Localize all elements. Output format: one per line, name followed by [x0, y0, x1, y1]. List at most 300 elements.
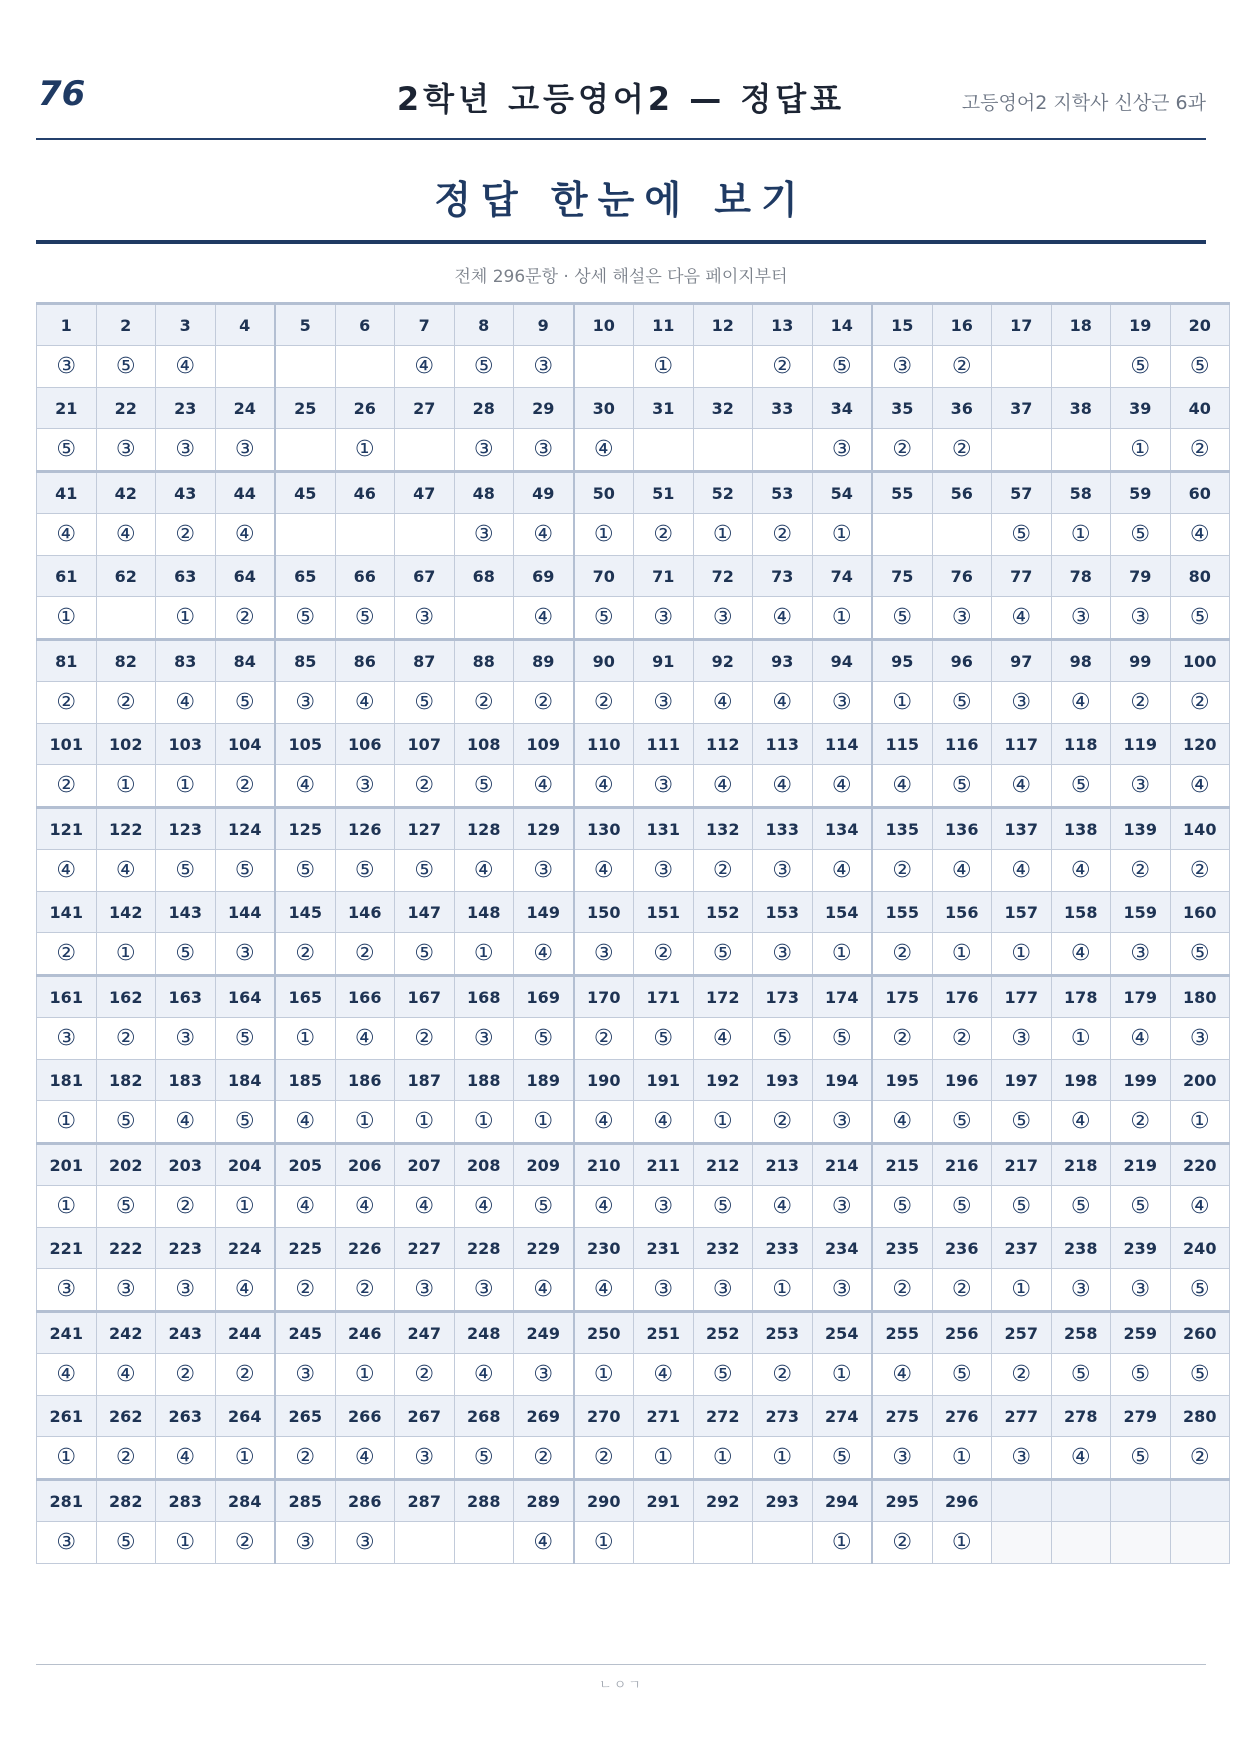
question-number-cell: 203 — [156, 1144, 216, 1186]
question-number-cell: 84 — [215, 640, 275, 682]
document-title: 2학년 고등영어2 — 정답표 — [396, 80, 846, 118]
answer-cell: ① — [37, 1101, 97, 1144]
question-number-row — [37, 388, 1230, 429]
question-number-cell: 168 — [454, 976, 514, 1018]
answer-cell: ④ — [812, 850, 872, 892]
question-number-cell: 192 — [693, 1060, 753, 1101]
question-number-row — [37, 1312, 1230, 1354]
question-number-cell: 161 — [37, 976, 97, 1018]
answer-cell: ④ — [215, 514, 275, 556]
question-number-cell: 248 — [454, 1312, 514, 1354]
answer-cell: ⑤ — [454, 1437, 514, 1480]
answer-cell: ④ — [693, 682, 753, 724]
answer-cell — [335, 514, 395, 556]
question-number-cell: 87 — [395, 640, 455, 682]
question-number-cell: 92 — [693, 640, 753, 682]
answer-cell — [932, 514, 992, 556]
answer-cell: ④ — [37, 850, 97, 892]
question-number-cell: 275 — [872, 1396, 932, 1437]
question-number-cell: 205 — [275, 1144, 335, 1186]
answer-cell: ④ — [1051, 682, 1111, 724]
answer-cell: ② — [872, 429, 932, 472]
question-number-cell: 23 — [156, 388, 216, 429]
question-number-cell: 277 — [992, 1396, 1052, 1437]
question-number-cell: 118 — [1051, 724, 1111, 765]
answer-cell: ③ — [275, 682, 335, 724]
question-number-cell: 150 — [574, 892, 634, 933]
question-number-cell: 194 — [812, 1060, 872, 1101]
question-number-cell: 155 — [872, 892, 932, 933]
question-number-cell: 148 — [454, 892, 514, 933]
answer-cell: ② — [693, 850, 753, 892]
question-number-cell: 172 — [693, 976, 753, 1018]
question-number-cell: 121 — [37, 808, 97, 850]
answer-cell: ③ — [812, 1101, 872, 1144]
answer-cell: ② — [335, 933, 395, 976]
answer-cell: ④ — [335, 1186, 395, 1228]
answer-cell: ④ — [156, 682, 216, 724]
answer-cell: ④ — [574, 1186, 634, 1228]
answer-cell: ① — [753, 1437, 813, 1480]
answer-cell: ① — [812, 514, 872, 556]
answer-cell: ① — [574, 514, 634, 556]
answer-cell: ③ — [992, 682, 1052, 724]
answer-cell: ③ — [693, 1269, 753, 1312]
answer-cell: ③ — [395, 597, 455, 640]
question-number-cell: 195 — [872, 1060, 932, 1101]
question-number-cell — [1051, 1480, 1111, 1522]
answer-cell: ⑤ — [395, 850, 455, 892]
question-number-cell: 133 — [753, 808, 813, 850]
answer-cell: ④ — [335, 1437, 395, 1480]
answer-cell: ④ — [1051, 850, 1111, 892]
answer-cell: ④ — [1051, 933, 1111, 976]
answer-cell: ③ — [634, 850, 694, 892]
question-number-cell: 243 — [156, 1312, 216, 1354]
answer-cell: ① — [156, 765, 216, 808]
question-number-cell: 25 — [275, 388, 335, 429]
question-number-cell: 236 — [932, 1228, 992, 1269]
question-number-cell: 188 — [454, 1060, 514, 1101]
question-number-cell: 111 — [634, 724, 694, 765]
answer-cell: ⑤ — [1170, 933, 1230, 976]
answer-cell: ③ — [812, 1269, 872, 1312]
question-number-cell: 135 — [872, 808, 932, 850]
question-number-cell: 193 — [753, 1060, 813, 1101]
question-number-cell: 175 — [872, 976, 932, 1018]
answer-cell: ⑤ — [335, 597, 395, 640]
answer-cell: ① — [1051, 514, 1111, 556]
question-number-cell: 39 — [1111, 388, 1171, 429]
question-number-row — [37, 1396, 1230, 1437]
question-number-row — [37, 892, 1230, 933]
answer-cell: ④ — [335, 682, 395, 724]
question-number-cell: 251 — [634, 1312, 694, 1354]
question-number-cell: 15 — [872, 304, 932, 346]
question-number-row — [37, 1228, 1230, 1269]
question-number-cell: 103 — [156, 724, 216, 765]
question-number-cell: 157 — [992, 892, 1052, 933]
answer-cell: ⑤ — [872, 597, 932, 640]
answer-cell: ② — [37, 765, 97, 808]
question-number-cell: 116 — [932, 724, 992, 765]
answer-cell — [1170, 1522, 1230, 1564]
answer-cell: ② — [215, 1522, 275, 1564]
question-number-cell: 273 — [753, 1396, 813, 1437]
answer-cell: ③ — [37, 346, 97, 388]
question-number-cell: 245 — [275, 1312, 335, 1354]
answer-cell: ② — [275, 1269, 335, 1312]
answer-cell: ② — [753, 514, 813, 556]
answer-cell: ① — [37, 1437, 97, 1480]
question-number-cell: 158 — [1051, 892, 1111, 933]
question-number-cell: 179 — [1111, 976, 1171, 1018]
answer-cell: ⑤ — [1111, 1354, 1171, 1396]
answer-cell: ③ — [992, 1018, 1052, 1060]
question-number-cell: 209 — [514, 1144, 574, 1186]
question-number-cell: 278 — [1051, 1396, 1111, 1437]
answer-cell: ④ — [454, 1354, 514, 1396]
answer-cell: ② — [872, 1018, 932, 1060]
answer-cell: ⑤ — [1111, 1186, 1171, 1228]
answer-cell: ④ — [275, 1186, 335, 1228]
answer-cell: ① — [992, 1269, 1052, 1312]
question-number-cell: 19 — [1111, 304, 1171, 346]
answer-cell: ④ — [753, 765, 813, 808]
answer-cell: ③ — [275, 1354, 335, 1396]
answer-cell: ① — [753, 1269, 813, 1312]
answer-cell: ⑤ — [514, 1186, 574, 1228]
question-number-cell: 102 — [96, 724, 156, 765]
question-number-cell: 241 — [37, 1312, 97, 1354]
question-number-cell: 43 — [156, 472, 216, 514]
answer-cell: ④ — [1170, 765, 1230, 808]
question-number-row — [37, 1060, 1230, 1101]
question-number-cell: 98 — [1051, 640, 1111, 682]
answer-cell — [693, 429, 753, 472]
question-number-cell: 235 — [872, 1228, 932, 1269]
answer-cell: ③ — [454, 514, 514, 556]
question-number-cell: 186 — [335, 1060, 395, 1101]
question-number-cell: 59 — [1111, 472, 1171, 514]
answer-cell: ④ — [872, 1354, 932, 1396]
answer-cell: ⑤ — [992, 1101, 1052, 1144]
answer-cell: ② — [1170, 682, 1230, 724]
question-number-cell: 234 — [812, 1228, 872, 1269]
answer-cell: ③ — [1111, 765, 1171, 808]
answer-cell: ③ — [395, 1269, 455, 1312]
question-number-cell: 159 — [1111, 892, 1171, 933]
question-number-cell: 95 — [872, 640, 932, 682]
question-number-cell: 47 — [395, 472, 455, 514]
question-number-cell: 77 — [992, 556, 1052, 597]
answer-cell: ① — [574, 1354, 634, 1396]
answer-cell: ③ — [514, 1354, 574, 1396]
answer-cell: ① — [335, 1354, 395, 1396]
question-number-cell: 79 — [1111, 556, 1171, 597]
question-number-cell: 70 — [574, 556, 634, 597]
question-number-cell: 217 — [992, 1144, 1052, 1186]
question-number-cell: 142 — [96, 892, 156, 933]
question-number-cell: 280 — [1170, 1396, 1230, 1437]
question-number-cell: 55 — [872, 472, 932, 514]
question-number-row — [37, 976, 1230, 1018]
question-number-cell: 216 — [932, 1144, 992, 1186]
answer-cell — [96, 597, 156, 640]
answer-cell: ⑤ — [812, 1437, 872, 1480]
question-number-cell: 212 — [693, 1144, 753, 1186]
question-number-cell: 45 — [275, 472, 335, 514]
question-number-cell: 28 — [454, 388, 514, 429]
answer-cell: ① — [634, 1437, 694, 1480]
answer-cell: ③ — [812, 682, 872, 724]
answer-cell: ① — [932, 1522, 992, 1564]
answer-cell: ⑤ — [872, 1186, 932, 1228]
question-number-cell: 73 — [753, 556, 813, 597]
question-number-cell: 237 — [992, 1228, 1052, 1269]
question-number-cell: 180 — [1170, 976, 1230, 1018]
question-number-cell: 201 — [37, 1144, 97, 1186]
answer-cell: ① — [693, 514, 753, 556]
answer-cell: ① — [812, 933, 872, 976]
question-number-cell: 78 — [1051, 556, 1111, 597]
answer-cell: ① — [96, 765, 156, 808]
question-number-cell: 294 — [812, 1480, 872, 1522]
answer-cell: ④ — [992, 765, 1052, 808]
question-number-cell: 21 — [37, 388, 97, 429]
question-number-cell: 250 — [574, 1312, 634, 1354]
answer-cell: ① — [454, 1101, 514, 1144]
answer-cell: ④ — [693, 765, 753, 808]
answer-cell — [454, 1522, 514, 1564]
answer-cell: ② — [872, 850, 932, 892]
answer-cell — [992, 1522, 1052, 1564]
answer-cell — [634, 1522, 694, 1564]
question-number-cell: 259 — [1111, 1312, 1171, 1354]
answer-cell: ① — [335, 1101, 395, 1144]
answer-cell: ⑤ — [215, 682, 275, 724]
answer-cell — [454, 597, 514, 640]
question-number-cell: 123 — [156, 808, 216, 850]
answer-cell: ④ — [812, 765, 872, 808]
answer-cell: ③ — [1111, 933, 1171, 976]
question-number-cell: 153 — [753, 892, 813, 933]
answer-cell: ③ — [514, 850, 574, 892]
question-number-cell: 198 — [1051, 1060, 1111, 1101]
answer-cell: ① — [37, 1186, 97, 1228]
answer-cell: ④ — [753, 682, 813, 724]
answer-cell: ① — [96, 933, 156, 976]
question-number-row — [37, 304, 1230, 346]
answer-cell: ② — [932, 1018, 992, 1060]
answer-cell: ③ — [992, 1437, 1052, 1480]
question-number-cell: 232 — [693, 1228, 753, 1269]
answer-cell: ① — [1051, 1018, 1111, 1060]
answer-cell: ④ — [156, 1101, 216, 1144]
question-number-cell: 196 — [932, 1060, 992, 1101]
question-number-cell: 238 — [1051, 1228, 1111, 1269]
question-number-cell: 223 — [156, 1228, 216, 1269]
answer-cell: ⑤ — [693, 933, 753, 976]
question-number-cell: 263 — [156, 1396, 216, 1437]
answer-cell: ② — [37, 933, 97, 976]
answer-cell: ① — [812, 1354, 872, 1396]
question-number-cell: 261 — [37, 1396, 97, 1437]
answer-cell: ④ — [1111, 1018, 1171, 1060]
answer-cell: ② — [872, 1269, 932, 1312]
answer-cell: ③ — [634, 682, 694, 724]
answer-cell: ⑤ — [395, 682, 455, 724]
answer-cell: ⑤ — [1111, 346, 1171, 388]
question-number-cell: 206 — [335, 1144, 395, 1186]
question-number-cell: 18 — [1051, 304, 1111, 346]
question-number-cell: 170 — [574, 976, 634, 1018]
answer-cell: ① — [395, 1101, 455, 1144]
answer-cell: ② — [514, 1437, 574, 1480]
answer-cell: ③ — [753, 933, 813, 976]
answer-cell: ⑤ — [932, 765, 992, 808]
answer-cell: ③ — [395, 1437, 455, 1480]
answer-cell: ② — [395, 765, 455, 808]
answer-cell: ③ — [335, 1522, 395, 1564]
question-number-cell: 128 — [454, 808, 514, 850]
question-number-cell: 24 — [215, 388, 275, 429]
answer-cell — [1111, 1522, 1171, 1564]
answer-cell — [693, 346, 753, 388]
question-number-row — [37, 640, 1230, 682]
question-number-cell: 10 — [574, 304, 634, 346]
question-number-cell: 178 — [1051, 976, 1111, 1018]
question-number-cell: 257 — [992, 1312, 1052, 1354]
answer-row — [37, 1522, 1230, 1564]
question-number-cell: 228 — [454, 1228, 514, 1269]
answer-cell: ③ — [812, 1186, 872, 1228]
answer-cell: ③ — [454, 429, 514, 472]
question-number-cell: 285 — [275, 1480, 335, 1522]
question-number-cell: 4 — [215, 304, 275, 346]
question-number-cell: 83 — [156, 640, 216, 682]
answer-row — [37, 597, 1230, 640]
question-number-cell: 229 — [514, 1228, 574, 1269]
answer-row — [37, 1101, 1230, 1144]
question-number-cell: 56 — [932, 472, 992, 514]
answer-cell: ① — [812, 597, 872, 640]
answer-cell: ② — [932, 346, 992, 388]
answer-cell: ⑤ — [335, 850, 395, 892]
answer-cell: ④ — [395, 346, 455, 388]
answer-cell: ④ — [96, 850, 156, 892]
answer-cell: ③ — [96, 1269, 156, 1312]
question-number-cell: 16 — [932, 304, 992, 346]
question-number-cell: 267 — [395, 1396, 455, 1437]
answer-cell: ① — [215, 1437, 275, 1480]
answer-cell: ④ — [1051, 1437, 1111, 1480]
answer-row — [37, 682, 1230, 724]
question-number-cell: 173 — [753, 976, 813, 1018]
answer-cell: ① — [37, 597, 97, 640]
question-number-cell: 101 — [37, 724, 97, 765]
question-number-cell: 145 — [275, 892, 335, 933]
answer-cell: ④ — [514, 514, 574, 556]
answer-cell: ③ — [215, 429, 275, 472]
answer-cell: ⑤ — [275, 597, 335, 640]
answer-cell: ① — [1111, 429, 1171, 472]
question-number-cell: 274 — [812, 1396, 872, 1437]
answer-cell: ② — [753, 1354, 813, 1396]
answer-cell: ④ — [454, 850, 514, 892]
question-number-cell: 288 — [454, 1480, 514, 1522]
question-number-cell: 107 — [395, 724, 455, 765]
answer-cell: ③ — [812, 429, 872, 472]
question-number-cell: 34 — [812, 388, 872, 429]
question-number-cell: 233 — [753, 1228, 813, 1269]
question-number-cell: 50 — [574, 472, 634, 514]
question-number-cell: 182 — [96, 1060, 156, 1101]
question-number-cell: 181 — [37, 1060, 97, 1101]
question-number-cell: 12 — [693, 304, 753, 346]
question-number-cell: 99 — [1111, 640, 1171, 682]
question-number-cell: 1 — [37, 304, 97, 346]
answer-cell: ① — [634, 346, 694, 388]
question-number-cell: 6 — [335, 304, 395, 346]
question-number-cell: 97 — [992, 640, 1052, 682]
question-number-cell: 125 — [275, 808, 335, 850]
question-number-cell: 130 — [574, 808, 634, 850]
answer-cell: ② — [1170, 429, 1230, 472]
question-number-cell: 131 — [634, 808, 694, 850]
question-number-row — [37, 556, 1230, 597]
question-number-cell: 69 — [514, 556, 574, 597]
question-number-cell: 184 — [215, 1060, 275, 1101]
question-number-cell: 271 — [634, 1396, 694, 1437]
question-number-cell: 104 — [215, 724, 275, 765]
answer-cell: ③ — [1170, 1018, 1230, 1060]
question-number-cell: 224 — [215, 1228, 275, 1269]
question-number-cell: 38 — [1051, 388, 1111, 429]
answer-row — [37, 765, 1230, 808]
question-number-cell: 37 — [992, 388, 1052, 429]
question-number-cell: 22 — [96, 388, 156, 429]
answer-cell: ④ — [514, 765, 574, 808]
question-number-cell: 283 — [156, 1480, 216, 1522]
question-number-cell: 93 — [753, 640, 813, 682]
answer-cell: ③ — [634, 1269, 694, 1312]
answer-cell: ② — [275, 1437, 335, 1480]
answer-cell: ② — [872, 1522, 932, 1564]
answer-cell: ④ — [37, 514, 97, 556]
answer-cell: ② — [932, 1269, 992, 1312]
question-number-cell: 200 — [1170, 1060, 1230, 1101]
page-header — [36, 60, 1206, 140]
question-number-cell: 105 — [275, 724, 335, 765]
answer-cell: ⑤ — [215, 1101, 275, 1144]
answer-cell — [693, 1522, 753, 1564]
question-number-cell: 82 — [96, 640, 156, 682]
question-number-cell: 110 — [574, 724, 634, 765]
question-number-cell: 177 — [992, 976, 1052, 1018]
question-number-cell: 219 — [1111, 1144, 1171, 1186]
answer-cell: ⑤ — [96, 1186, 156, 1228]
answer-cell: ③ — [872, 1437, 932, 1480]
answer-cell: ③ — [872, 346, 932, 388]
answer-cell: ④ — [96, 514, 156, 556]
question-number-cell: 88 — [454, 640, 514, 682]
question-number-cell: 143 — [156, 892, 216, 933]
question-number-cell: 202 — [96, 1144, 156, 1186]
answer-cell: ③ — [215, 933, 275, 976]
question-number-cell: 33 — [753, 388, 813, 429]
question-number-cell: 240 — [1170, 1228, 1230, 1269]
